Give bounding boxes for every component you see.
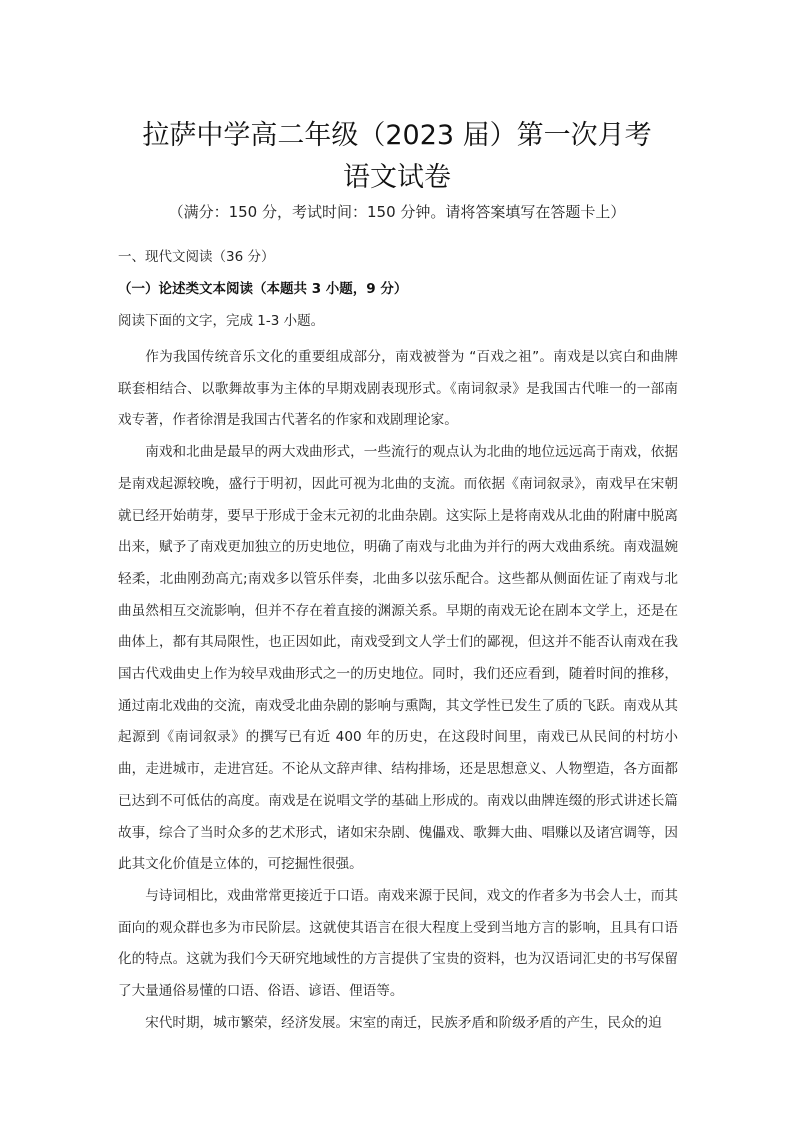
passage-paragraph-3: 与诗词相比，戏曲常常更接近于口语。南戏来源于民间，戏文的作者多为书会人士，而其面向的观众群也多为市民阶层。这就使其语言在很大程度上受到当地方言的影响，且具有口语化的特点。这就为我们今天研究地域性的方言提供了宝贵的资料，也为汉语词汇史的书写保留了大量通俗易懂的口语、俗语、谚语、俚语等。 [118, 887, 678, 1000]
exam-instructions-note: （满分：150 分，考试时间：150 分钟。请将答案填写在答题卡上） [168, 203, 626, 221]
reading-instruction: 阅读下面的文字，完成 1-3 小题。 [118, 313, 325, 329]
passage-paragraph-1: 作为我国传统音乐文化的重要组成部分，南戏被誉为 “百戏之祖”。南戏是以宾白和曲牌联套相结合、以歌舞故事为主体的早期戏剧表现形式。《南词叙录》是我国古代唯一的一部南戏专著，作者徐渭是我国古代著名的作家和戏剧理论家。 [118, 349, 678, 429]
section-heading: 一、现代文阅读（36 分） [118, 249, 275, 265]
passage-body [118, 342, 678, 1039]
passage-paragraph-4: 宋代时期，城市繁荣，经济发展。宋室的南迁，民族矛盾和阶级矛盾的产生，民众的迫 [145, 1014, 662, 1031]
passage-paragraph-2: 南戏和北曲是最早的两大戏曲形式，一些流行的观点认为北曲的地位远远高于南戏，依据是南戏起源较晚，盛行于明初，因此可视为北曲的支流。而依据《南词叙录》，南戏早在宋朝就已经开始萌芽，要早于形成于金末元初的北曲杂剧。这实际上是将南戏从北曲的附庸中脱离出来，赋予了南戏更加独立的历史地位，明确了南戏与北曲为并行的两大戏曲系统。南戏温婉轻柔，北曲刚劲高亢;南戏多以管乐伴奏，北曲多以弦乐配合。这些都从侧面佐证了南戏与北曲虽然相互交流影响，但并不存在着直接的渊源关系。早期的南戏无论在剧本文学上，还是在曲体上，都有其局限性，也正因如此，南戏受到文人学士们的鄙视，但这并不能否认南戏在我国古代戏曲史上作为较早戏曲形式之一的历史地位。同时，我们还应看到，随着时间的推移，通过南北戏曲的交流，南戏受北曲杂剧的影响与熏陶，其文学性已发生了质的飞跃。南戏从其起源到《南词叙录》的撰写已有近 400 年的历史，在这段时间里，南戏已从民间的村坊小曲，走进城市，走进宫廷。不论从文辞声律、结构排场，还是思想意义、人物塑造，各方面都已达到不可低估的高度。南戏是在说唱文学的基础上形成的。南戏以曲牌连缀的形式讲述长篇故事，综合了当时众多的艺术形式，诸如宋杂剧、傀儡戏、歌舞大曲、唱赚以及诸宫调等，因此其文化价值是立体的，可挖掘性很强。 [118, 444, 678, 873]
exam-title: 拉萨中学高二年级（2023 届）第一次月考 [142, 120, 652, 151]
subsection-heading: （一）论述类文本阅读（本题共 3 小题，9 分） [118, 281, 408, 297]
exam-subject-title: 语文试卷 [343, 162, 451, 193]
